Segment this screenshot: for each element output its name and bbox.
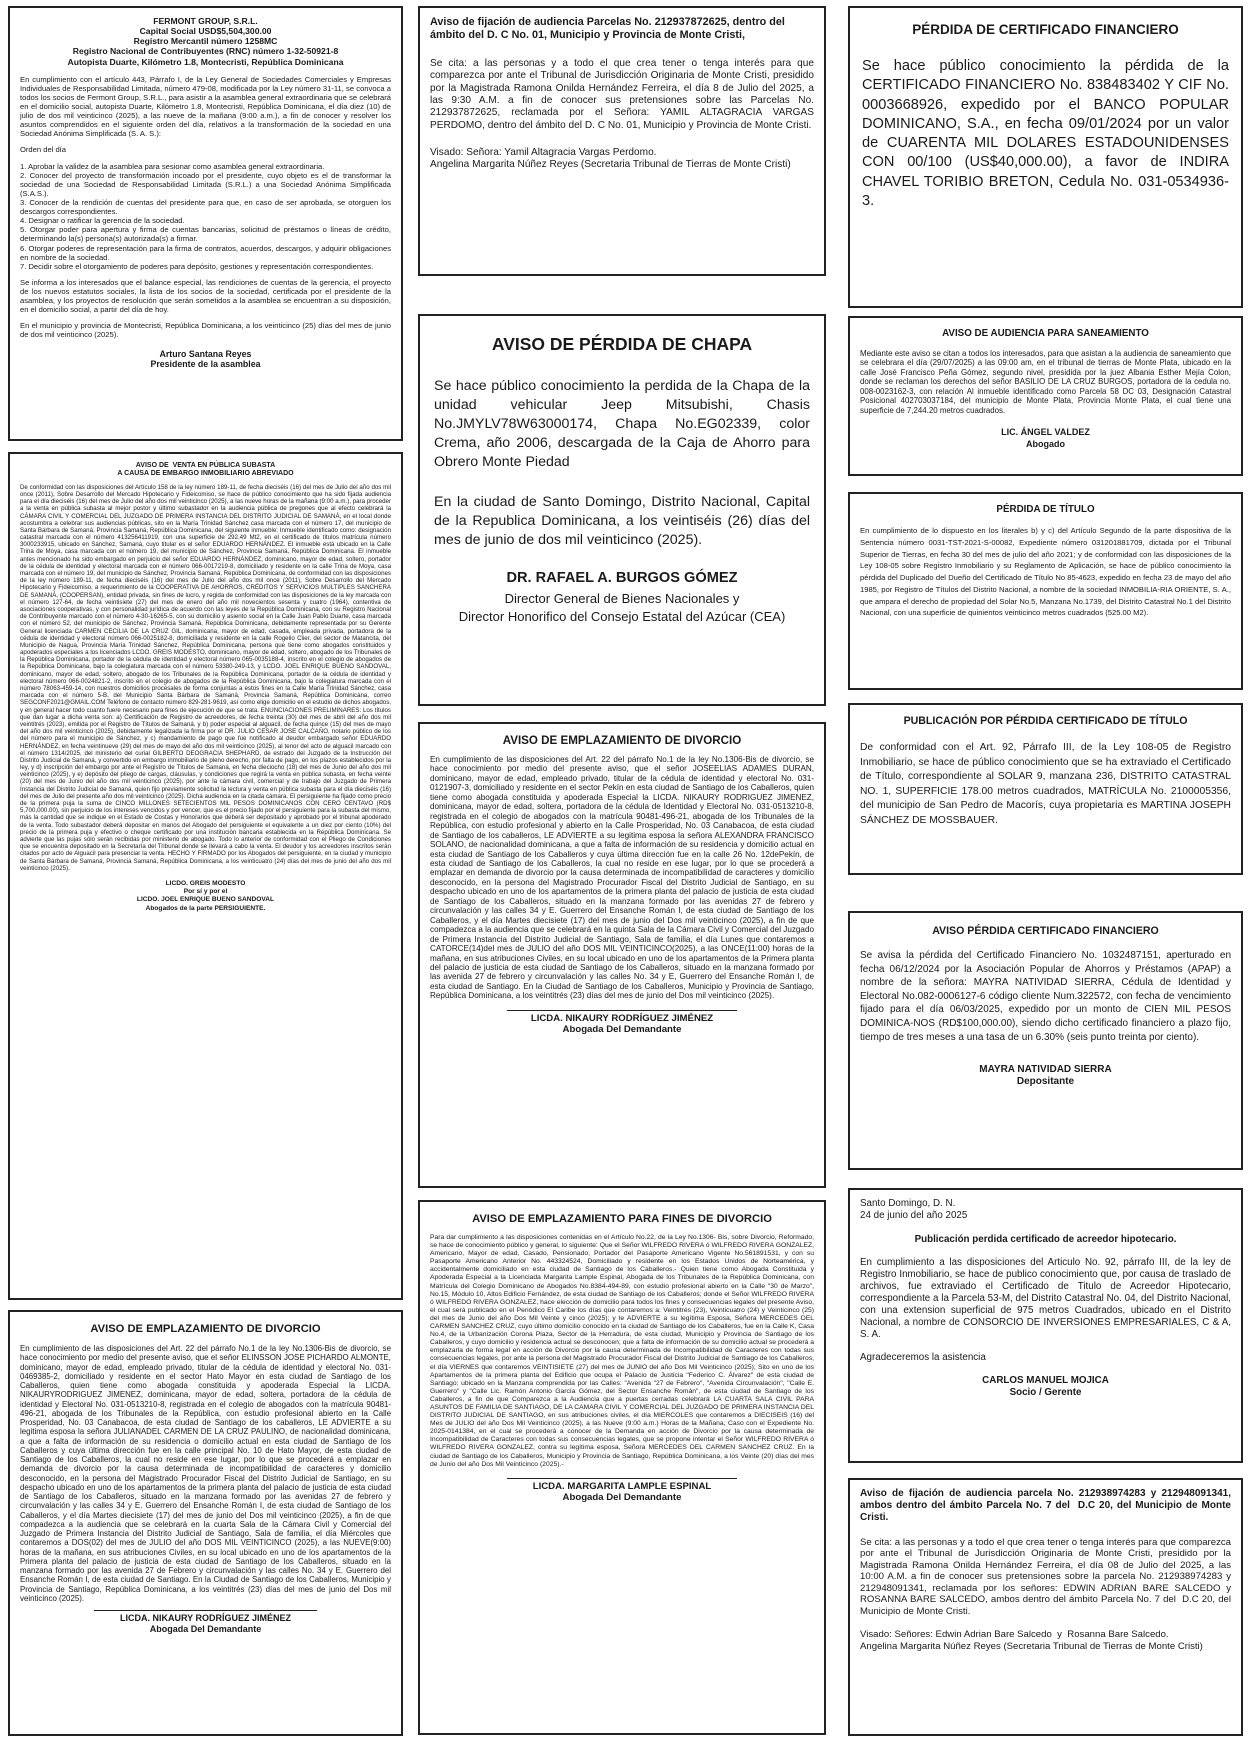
notice-title: Aviso de fijación de audiencia parcela No. 212938974283 y 212948091341, ambos dentro del ámbito Parcela No. 7 del D.C 20, del Municipio de Monte Cristi.	[860, 1488, 1234, 1524]
notice-signature: LICDA. NIKAURY RODRÍGUEZ JIMÉNEZ Abogada Del Demandante	[119, 1613, 291, 1634]
notice-title: PÉRDIDA DE TÍTULO	[996, 504, 1095, 515]
signature-line	[507, 1010, 737, 1011]
notice-title-loss	[848, 492, 1243, 690]
notice-body: De conformidad con las disposiciones del Artículo 158 de la ley número 189-11, de fecha dieciséis (16) del mes de Julio del año dos mil once (2011), Sobre Desarrollo del Mercado Hipotecario y Fideicomiso, se hace de público conocimiento que ha sido fijada audiencia para el día dieciséis (16) del mes de Julio del año dos mil veinticinco (2025), a las nueve horas de la mañana (9:00 a.m.), para proceder a la venta en pública subasta al mejor postor y último subastador en la audiencia pública de pregones que al efecto celebrará la CÁMARA CIVIL Y COMERCIAL DEL JUZGADO DE PRIMERA INSTANCIA DEL DISTRITO JUDICIAL DE SAMANÁ, en el local donde acostumbra a celebrar sus audiencias públicas, sito en la María Trinidad Sánchez casa marcada con el número 17, del municipio de Santa Bárbara de Samaná, Provincia Samaná, República Dominicana, del siguiente inmueble: Inmueble identificado como: designación catastral marcada con el número 413256411919, con una superficie de 292.49 Mt2, en el certificado de títulos matrícula número 3000233915, ubicado en Sánchez, Samaná, cuyo titular es el señor EDUARDO HERNÁNDEZ. El inmueble está ubicado en la Calle Trina de Moya, casa marcada con el número 19, del municipio de Sánchez, Provincia Samaná, República Dominicana. El inmueble antes mencionado ha sido embargado en perjuicio del señor EDUARDO HERNÁNDEZ, dominicano, mayor de edad, soltero, portador de la cédula de identidad y electoral marcada con el número 066-0017219-8, domiciliado y residente en la calle Trina de Moya, casa marcada con el número 19, del municipio de Sánchez, Provincia Samaná, República Dominicana, de conformidad con las disposiciones de la ley número 189-11, de fecha dieciséis (16) del mes de Julio del año dos mil once (2011), Sobre Desarrollo del Mercado Hipotecario y Fideicomiso, a requerimiento de la COOPERATIVA DE AHORROS, CRÉDITOS Y SERVICIOS MULTIPLES SANCHERA DE SAMANÁ, (COOPERSAN), entidad privada, sin fines de lucro, y regida de conformidad con las disposiciones de la ley marcada con el número 127-64, de fecha veintisiete (27) del mes de enero del año mil novecientos sesenta y cuatro (1964), contentiva de asociaciones cooperativas, y con personalidad jurídica de acuerdo con las leyes de la República Dominicana, con su Registro Nacional de Contribuyente marcado con el número 4-30-16265-5, con su domicilio y asiento social en la Calle Juan Pablo Duarte, casa marcada con el número 52, del municipio de Sánchez, Provincia Samaná, República Dominicana, debidamente representada por su Gerente General licenciada CARMEN CECILIA DE LA CRUZ GIL, dominicana, mayor de edad, casada, empleada privada, portadora de la cédula de identidad y electoral número 066-0025182-8, domiciliada y residente en la calle Rogelio Clier, del sector de Matancita, del Municipio de Nagua, Provincia María Trinidad Sánchez, República Dominicana, persona que tiene como abogados constituidos y apoderados especiales a los licenciados LCDO. GREIS MODESTO, dominicano, mayor de edad, soltero, abogado de los Tribunales de la República Dominicana, portador de la cédula de identidad y electoral número 065-0035188-4, inscrito en el colegio de abogados de la República Dominicana, bajo la colegiatura marcada con el número 53380-249-13, y LCDO. JOEL ENRIQUE BUENO SANDOVAL, dominicano, mayor de edad, soltero, abogado de los Tribunales de la República Dominicana, portador de la cédula de identidad y electoral número 066-0024821-2, inscrito en el colegio de abogados de la República Dominicana, bajo la colegiatura marcada con el número 78063-459-14, con nuestros domicilios procesales de forma conjuntas a estos fines en la Calle María Trinidad Sánchez, casa marcada con el número 5-B, del Municipio Santa Bárbara de Samaná, Provincia Samaná, República Dominicana, correo SEGCONF2021@GMAIL.COM Teléfono de contacto número 829-281-9619, así como elige domicilio en el estudio de dichos abogados, y en general hacer todo cuanto fuere necesario para fines de ejecución de que se trata. ENUNCIACIONES PRELIMINARES: Los títulos que dan lugar a dicha venta son: a) Certificación de Registro de acreedores, de fecha treinta (30) del mes de abril del año dos mil veintitrés (2023), emitida por el Registro de Títulos de Samaná, y b) poder especial al alguacil, de fecha quince (15) del mes de mayo del año dos mil veinticinco (2025), debidamente legalizada la firma por el DR. JULIO CESAR JOSE CALCAÑO, notario público de los del número para el municipio de Sánchez, y c) mandamiento de pago que fue notificado al deudor embargado señor EDUARDO HERNÁNDEZ, en fecha veintinueve (29) del mes de mayo del año dos mil veinticinco (2025), al tenor del acto de alguacil marcado con el número 1314/2025, del ministerio del curial GILBERTO DEOGRACIA SHEPHARD, de estrado del Juzgado de la Instrucción del Distrito Judicial de Samaná, y convertido en embargo inmobiliario de pleno derecho, por falta de pago, en los plazos establecidos por la ley, y d) inscripción del embargo por ante el Registro de Títulos de Samaná, en fecha dieciocho (18) del mes de Junio del año dos mil veinticinco (2025), y e) depósito del pliego de cargas, cláusulas, y condiciones que regirá la venta en pública subasta, en fecha veinte (20) del mes de Junio del año dos mil veinticinco (2025), por ante la cámara civil, comercial y de trabajo del Juzgado de Primera Instancia del Distrito Judicial de Samaná, quien fijo previamente solicitud la lectura y venta en pública subasta para el día dieciséis (16) del mes de Julio del presente año dos mil veinticinco (2025). Dicha audiencia en la citada cámara. El persiguiente ha fijado como precio de la primera puja la suma de CINCO MILLONES SETECIENTOS MIL PESOS DOMINICANOS CON CERO CENTAVO (RD$ 5,700,000.00), sin perjuicio de los intereses vencidos y por vencer, que es el precio fijado por el persiguiente para la subasta del mismo, más la cantidad que se indique en el Estado de Costas y Honorarios que deberá ser depositado y aprobado por el tribunal apoderado de la venta. Todo subastador deberá depositar en manos del Abogado del persiguiente el equivalente a un diez por ciento (10%) del precio de la primera puja y efectivo o cheque certificado por una institución bancaria establecida en la República Dominicana. Se advierte que las pujas sólo serán recibidas por ministerio de abogado. Todo lo anterior de conformidad con el Pliego de Condiciones que se encuentra depositado en la Secretaría del Tribunal donde se llevará a cabo la venta. El deudor y los acreedores inscritos serán citados por acto de Alguacil para presenciar la venta. HECHO Y FIRMADO por los Abogados del persiguiente, en la ciudad y municipio de Santa Bárbara de Samaná, Provincia Samaná, República Dominicana, a los veinticuatro (24) días del mes de junio del año dos mil veinticinco (2025).	[20, 483, 393, 872]
notice-public-auction	[8, 452, 403, 1300]
notice-title: AVISO DE PÉRDIDA DE CHAPA	[491, 334, 753, 354]
notice-body: En cumplimiento con el artículo 443, Párrafo I, de la Ley General de Sociedades Comerciales y Empresas Individuales de Responsabilidad Limitada, número 479-08, modificada por la Ley número 31-11, se convoca a todos los socios de Fermont Group, S.R.L., para asistir a la asamblea general extraordinaria que se celebrará en el domicilio social, autopista Duarte, Kilómetro 1.8, Montecristi, República Dominicana, el día diez (10) de julio de dos mil veinticinco (2025), a las nueve de la mañana (9:00 a.m.), a fin de conocer y resolver los asuntos comprendidos en el siguiente orden del día, relativos a la transformación de la sociedad en una Sociedad Anónima Simplificada (S. A. S.):	[20, 74, 394, 139]
notice-title: AVISO DE VENTA EN PÚBLICA SUBASTA A CAUSA DE EMBARGO INMOBILIARIO ABREVIADO	[117, 462, 294, 478]
notice-title: AVISO DE AUDIENCIA PARA SANEAMIENTO	[942, 328, 1149, 339]
notice-date: Santo Domingo, D. N. 24 de junio del año 2025	[860, 1198, 968, 1221]
notice-body: En cumplimiento de las disposiciones del Art. 22 del párrafo No.1 de la ley No.1306-Bis de divorcio, se hace conocimiento por medio del presente aviso, que el señor JOSEELIAS ADAMES DURAN, dominicano, mayor de edad, empleado privado, titular de la cédula de identidad y electoral No. 031-0121907-3, domiciliado y residente en el sector Pekín en esta ciudad de Santiago de los Caballeros, quien tiene como abogada constituida y apoderada Especial la LICDA. NIKAURY RODRIGUEZ JIMENEZ, dominicana, mayor de edad, soltera, portadora de la cédula de Identidad y Electoral No. 031-0513210-8, registrada en el colegio de abogados con la matrícula 90481-496-21, abogada de los Tribunales de la República, con estudio profesional y abierto en la Calle Prosperidad, No. 03 Canabacoa, de esta ciudad de Santiago de los caballeros, LE ADVIERTE a su legitima esposa la señora ALEXANDRA FRANCISCO SOLANO, de nacionalidad dominicana, a que a falta de información de su residencia y domicilio actual en esta ciudad de Santiago de los Caballeros y cuya última dirección fue en la calle 26 No. 12dePekín, de esta ciudad de Santiago de los Caballeros, la cual no reside en ese lugar, por lo que se procederá a emplazar en demanda de divorcio por la causa determinada de incompatibilidad de caracteres y domicilio desconocido, en la persona del Magistrado Procurador Fiscal del Distrito Judicial de Santiago, en su despacho ubicado en uno de los apartamentos de la primera planta del palacio de justicia de esta ciudad de Santiago de los Caballeros, situado en la manzana formado por las avenidas 27 de febrero y circunvalación y las calles 34 y E. Guerrero del Ensanche Román I, de esta ciudad de Santiago de los Caballeros, y el día Martes diecisiete (17) del mes de junio del Dos mil veinticinco (2025), a fin de que compadezca a la audiencia que se celebrará en la quinta Sala de la Cámara Civil y Comercial del Juzgado de Primera Instancia del Distrito Judicial de Santiago, Sala de familia, el día Lunes que contaremos a CATORCE(14)del mes de JULIO del año DOS MIL VEINTICINCO(2025), a las ONCE(11:00) horas de la mañana, en sus atribuciones Civiles, en su local ubicado en uno de los apartamentos de la Primera planta del palacio de justicia de esta ciudad de Santiago de los Caballeros, situado en la manzana formado por las avenida 27 de febrero y circunvalación y las calles No. 34 y E, Guerrero del Ensanche Román I, de esta ciudad de Santiago. En la Ciudad de Santiago de los Caballeros, Municipio y Provincia de Santiago, República Dominicana, a los veintitrés (23) días del mes de junio del Dos mil veinticinco (2025).	[430, 755, 817, 1001]
notice-body: En cumplimiento de las disposiciones del Art. 22 del párrafo No.1 de la ley No.1306-Bis de divorcio, se hace conocimiento por medio del presente aviso, que el señor ELINSSON JOSE PICHARDO ALMONTE, dominicano, mayor de edad, empleado privado, titular de la cédula de identidad y electoral No. 031-0469385-2, domiciliado y residente en el sector Hato Mayor en esta ciudad de Santiago de los Caballeros, quien tiene como abogada constituida y apoderada Especial la LICDA. NIKAURYRODRIGUEZ JIMENEZ, dominicana, mayor de edad, soltera, portadora de la cédula de identidad y Electoral No. 031-0513210-8, registrada en el colegio de abogados con la matrícula 90481-496-21, abogada de los Tribunales de la República, con estudio profesional abierto en la Calle Prosperidad, No. 03 Canabacoa, de esta ciudad de Santiago de los caballeros, LE ADVIERTE a su legitima esposa la señora JULIANADEL CARMEN DE LA CRUZ PAULINO, de nacionalidad dominicana, a que a falta de información de su residencia o domicilio actual en esta ciudad de Santiago de los Caballeros y cuya última dirección fue en la calle principal No. 10 de Hato Mayor, de esta ciudad de Santiago de los Caballeros, la cual no reside en ese lugar, por lo que se procederá a emplazar en demanda de divorcio por la causa determinada de incompatibilidad de caracteres y domicilio desconocido, en la persona del Magistrado Procurador Fiscal del Distrito Judicial de Santiago, en su despacho ubicado en uno de los apartamentos de la primera planta del palacio de justicia de esta ciudad de Santiago de los Caballeros, situado en la manzana formado por las avenidas 27 de febrero y circunvalación y las calles 34 y E. Guerrero del Ensanche Román I, de esta ciudad de Santiago de los Caballeros, y el día Martes diecisiete (17) del mes de junio del Dos mil veinticinco (2025), a fin de que compadezca a la audiencia que se celebrará en la cuarta Sala de la Cámara Civil y Comercial del Juzgado de Primera Instancia del Distrito Judicial de Santiago, Sala de familia, el día Miércoles que contaremos a DOS(02) del mes de JULIO del año DOS MIL VEINTICINCO (2025), a las NUEVE(9:00) horas de la mañana, en sus atribuciones Civiles, en su local ubicado en uno de los apartamentos de la Primera planta del palacio de justicia de esta ciudad de Santiago de los Caballeros, situado en la manzana formado por las avenida 27 de Febrero y circunvalación y las calles No. 34 y E. Guerrero del Ensanche Román I, de esta ciudad de Santiago. En la Ciudad de Santiago de los Caballeros, Municipio y Provincia de Santiago, República Dominicana, a los veintitrés (23) días del mes de junio del Dos mil veinticinco (2025).	[20, 1344, 394, 1603]
notice-title: AVISO DE EMPLAZAMIENTO DE DIVORCIO	[502, 734, 742, 747]
notice-divorce-2	[418, 722, 826, 1188]
notice-date: En el municipio y provincia de Montecristi, República Dominicana, a los veinticinco (25) días del mes de junio de dos mil veinticinco (2025).	[20, 321, 394, 340]
notice-subheading: Orden del día	[20, 145, 67, 155]
notice-title: FERMONT GROUP, S.R.L. Capital Social USD$5,504,300.00 Registro Mercantil número 1258MC Registro Nacional de Contribuyentes (RNC) número 1-32-50921-8 Autopista Duarte, Kilómetro 1.8, Montecristi, República Dominicana	[67, 16, 344, 67]
notice-signature: LIC. ÁNGEL VALDEZ Abogado	[1001, 427, 1090, 449]
notice-financial-certificate-loss	[848, 6, 1243, 308]
notice-apap-certificate-loss	[848, 911, 1243, 1170]
notice-signature: CARLOS MANUEL MOJICA Socio / Gerente	[982, 1375, 1109, 1399]
notice-mortgage-certificate-loss	[848, 1188, 1243, 1463]
notice-divorce-1	[8, 1310, 403, 1736]
notice-visa: Visado: Señora: Yamil Altagracia Vargas Perdomo. Angelina Margarita Núñez Reyes (Secretaria Tribunal de Tierras de Monte Cristi)	[430, 146, 791, 171]
notice-body: En cumplimiento a las disposiciones del Articulo No. 92, párrafo III, de la ley de Registro Inmobiliario, se hace de publico conocimiento que, por causa de traslado de archivos, fue extraviado el Certificado de Titulo de Acreedor Hipotecario, correspondiente a la Parcela 53-M, del Distrito Catastral No. 04, del Distrito Nacional, con una extension superficial de 975 metros Cuadrados, ubicado en el Distrito Nacional, a nombre de CONSORCIO DE INVERSIONES EMPRESARIALES, C & A, S. A.	[860, 1256, 1234, 1340]
notice-hearing-parcels	[418, 6, 826, 276]
notice-visa: Visado: Señores: Edwin Adrian Bare Salcedo y Rosanna Bare Salcedo. Angelina Margarita Núñez Reyes (Secretaria Tribunal de Tierras de Monte Cristi)	[860, 1629, 1203, 1652]
notice-signature: LICDA. MARGARITA LAMPLE ESPINAL Abogada Del Demandante	[532, 1480, 712, 1504]
notice-signature: DR. RAFAEL A. BURGOS GÓMEZ	[506, 570, 738, 587]
notice-closing: Agradeceremos la asistencia	[860, 1352, 986, 1364]
notice-sanitation-hearing	[848, 316, 1243, 476]
signature-line	[94, 1610, 317, 1611]
notice-signature: LICDO. GREIS MODESTO Por sí y por el LICDO. JOEL ENRIQUE BUENO SANDOVAL Abogados de la parte PERSIGUIENTE.	[136, 879, 275, 912]
notice-fermont-assembly	[8, 6, 403, 441]
notice-signer-title: Director General de Bienes Nacionales y Director Honorifico del Consejo Estatal del Azúcar (CEA)	[458, 591, 786, 624]
notice-body: Mediante este aviso se citan a todos los interesados, para que asistan a la audiencia de saneamiento que se celebrara el día (29/07/2025) a las 09:00 am, en el tribunal de tierras de Monte Plata, ubicado en la calle José Francisco Peña Gómez, segundo nivel, presidida por la juez Albania Esther Mejía Colon, donde se reclaman los derechos del señor BASILIO DE LA CRUZ BURGOS, portadora de la cedula no. 008-0023162-3, con relación Al inmueble identificado como Parcela 58 DC 03, Designación Catastral Posicional 402703037184, del municipio de Monte Plata, Provincia Monte Plata, el cual tiene una superficie de 7,244.20 metros cuadrados.	[860, 349, 1234, 415]
notice-title: Aviso de fijación de audiencia Parcelas No. 212937872625, dentro del ámbito del D. C No. 01, Municipio y Provincia de Monte Cristi,	[430, 16, 788, 42]
notice-signature: Arturo Santana Reyes Presidente de la asamblea	[150, 348, 261, 370]
notice-body: Para dar cumplimiento a las disposiciones contenidas en el Artículo No.22, de la Ley No.1306- Bis, sobre Divorcio, Reformado, se hace de conocimiento público y general, lo siguiente: Que el Señor WILFREDO RIVERA ó WILFREDO RIVERA GONZALEZ, Americano, Mayor de edad, Casado, Pensionado, Portador del Pasaporte Americano Vigente No.561891531, y con su Pasaporte Americano Anterior No. 443324524, Domiciliado y residente en los Estados Unidos de Norteamérica, y accidentalmente domiciliado en esta ciudad de Santiago de los Caballeros.- Quien tiene como Abogada Constituida y Apoderada Especial a la Licenciada Margarita Lample Espinal, Abogada de los Tribunales de la República Dominicana, con Matrícula del Colegio Dominicano de Abogados No.8384-494-89, con estudio profesional abierto en la Calle "30 de Marzo", No.15, Módulo 10, Altos Edificio Fernández, de esta ciudad de Santiago de los Caballeros; donde el Señor WILFREDO RIVERA ó WILFREDO RIVERA GONZALEZ, hace elección de domicilio para todos los fines y consecuencias legales del presente Aviso, el cual será publicado en el Periódico El Caribe los días que contaremos a: Veintitrés (23), Veinticuatro (24) y Veinticinco (25) del mes de Junio del año Dos Mil Veinte y cinco (2025); y le ADVIERTE a su legítima Esposa, Señora MERCEDES DEL CARMEN SANCHEZ CRUZ, cuyo último domicilio conocido en la ciudad de Santiago de los Caballeros, fue en la Calle K, Casa No.4, de la Urbanización Corona Plaza, Sector de la Herradura, de esta ciudad, Municipio y Provincia de Santiago de los Caballeros, y cuyo domicilio y residencia actual se desconocen; que a falta de información de su domicilio actual se procederá a emplazarla de forma legal en acción de Divorcio por la causa determinada de Incompatibilidad de Caracteres con todas sus consecuencias legales, por ante la persona del Magistrado Procurador Fiscal del Distrito Judicial de Santiago de los Caballeros, el día VIERNES que contaremos VEINTISIETE (27) del mes de JUNIO del año Dos Mil Veinticinco (2025); Sito en uno de los Apartamentos de la primera planta del Edificio que ocupa el Palacio de Justicia "Federico C. Álvarez" de esta ciudad de Santiago; ubicado en la Manzana comprendida por las Calles: "Avenida "27 de Febrero", "Avenida Circunvalación", "Calle E. Guerrero" y "Calle Lic. Ramón Antonio García Gómez, del Sector Ensanche Román", de esta ciudad de Santiago de los Caballeros, a fin de que Comparezca a la Audiencia que a puertas cerradas celebrará LA CUARTA SALA CIVIL PARA ASUNTOS DE FAMILIA DE SANTIAGO, DE LA CAMARA CIVIL Y COMERCIAL DEL JUZGADO DE PRIMERA INSTANCIA DEL DISTRITO JUDICIAL DE SANTIAGO, en sus atribuciones civiles, el día MIERCOLES que contaremos a DIECISEIS (16) del Mes de JULIO del año Dos Mil Veinticinco (2025), a las Nueve (9:00 a.m.) Horas de la Mañana, Caso con el Expediente No. 2025-0141384, en el cual se procederá a conocer de la Demanda en acción de Divorcio por la causa determinada de Incompatibilidad de Caracteres con todas sus consecuencias legales, que se propone intentar el Señor WILFREDO RIVERA ó WILFREDO RIVERA GONZALEZ, contra su legítima esposa, Señora MERCEDES DEL CARMEN SANCHEZ CRUZ. En la ciudad de Santiago de los Caballeros, Municipio y Provincia de Santiago, República Dominicana, a los Veinte (20) días del mes de Junio del año Dos Mil Veinticinco (2025).-	[430, 1234, 816, 1468]
notice-title: PÉRDIDA DE CERTIFICADO FINANCIERO	[912, 22, 1179, 37]
notice-title: AVISO PÉRDIDA CERTIFICADO FINANCIERO	[932, 925, 1159, 937]
notice-hearing-parcel-7	[848, 1478, 1243, 1736]
notice-title: AVISO DE EMPLAZAMIENTO PARA FINES DE DIVORCIO	[472, 1213, 772, 1225]
notice-title: AVISO DE EMPLAZAMIENTO DE DIVORCIO	[90, 1323, 321, 1335]
signature-line	[507, 1478, 737, 1479]
notice-title: PUBLICACIÓN POR PÉRDIDA CERTIFICADO DE TÍTULO	[903, 715, 1188, 727]
notice-body: Se cita: a las personas y a todo el que crea tener o tenga interés para que comparezca por ante el Tribunal de Jurisdicción Originaria de Monte Cristi, presidido por la Magistrada Ramona Onilda Hernández Ferreira, el día 8 de Julio del 2025, a las 9:30 A.M. a fin de conocer sus pretensiones sobre las Parcelas No. 212937872625, reclamada por el Señora: YAMIL ALTAGRACIA VARGAS PERDOMO, dentro del ámbito del D. C No. 01, Municipio y Provincia de Monte Cristi.	[430, 57, 817, 131]
notice-body: Se cita: a las personas y a todo el que crea tener o tenga interés para que comparezca por ante el Tribunal de Jurisdicción Originaria de Monte Cristi, presidido por la Magistrada Ramona Onilda Hernández Ferreira, el día 08 de Julio del 2025, a las 10:00 A.M. a fin de conocer sus pretensiones sobre la parcela No. 212938974283 y 212948091341, reclamada por los señores: EDWIN ADRIAN BARE SALCEDO y ROSANNA BARE SALCEDO, ambos dentro del ámbito Parcela No. 7 del D.C 20, del Municipio de Monte Cristi.	[860, 1536, 1234, 1617]
notice-body: Se hace público conocimiento la pérdida de la CERTIFICADO FINANCIERO No. 838483402 Y CIF No. 0003668926, expedido por el BANCO POPULAR DOMINICANO, S.A., en fecha 09/01/2024 por un valor de CUARENTA MIL DOLARES ESTADOUNIDENSES CON 00/100 (US$40,000.00), a favor de INDIRA CHAVEL TORIBIO BRETON, Cedula No. 031-0534936-3.	[862, 58, 1234, 209]
notice-body: En cumplimiento de lo dispuesto en los literales b) y c) del Artículo Segundo de la parte dispositiva de la Sentencia número 0031-TST-2021-S-00082, Expediente número 031201881709, dictada por el Tribunal Superior de Tierras, en fecha 30 del mes de julio del año 2021; y de conformidad con las disposiciones de la Ley 108-05 sobre Registro Inmobiliario y su Reglamento de Aplicación, se hace de público conocimiento la pérdida del Duplicado del Dueño del Certificado de Título No 85-4623, expedido en fecha 23 de mayo del año 1985, por Registro de Títulos del Distrito Nacional, a nombre de la sociedad INMOBILIA-RIA ORIENTE, S. A., que ampara el derecho de propiedad del Solar No.5, Manzana No.1739, del Distrito Catastral No.1 del Distrito Nacional, con una superficie de quinientos veinticinco metros cuadrados (525.00 M2).	[860, 526, 1234, 618]
notice-title-certificate-publication	[848, 703, 1243, 875]
notice-body: Se informa a los interesados que el balance especial, las rendiciones de cuentas de la gerencia, el proyecto de los nuevos estatutos sociales, la lista de los socios de la sociedad, certificada por el presidente de la asamblea, y los proyectos de resolución que serán sometidos a la asamblea se encuentran a su disposición, en el domicilio social, a partir del día de hoy.	[20, 277, 394, 315]
notice-title: Publicación perdida certificado de acreedor hipotecario.	[914, 1233, 1177, 1245]
notice-signature: MAYRA NATIVIDAD SIERRA Depositante	[979, 1064, 1112, 1088]
notice-date: En la ciudad de Santo Domingo, Distrito Nacional, Capital de la Republica Dominicana, a los veintiséis (26) días del mes de junio de dos mil veinticinco (2025).	[434, 494, 814, 549]
notice-body: Se hace público conocimiento la perdida de la Chapa de la unidad vehicular Jeep Mitsubishi, Chasis No.JMYLV78W63000174, Chapa No.EG02339, color Crema, año 2006, descargada de la Caja de Ahorro para Obrero Monte Piedad	[434, 378, 814, 471]
notice-divorce-3	[418, 1200, 826, 1735]
notice-body: De conformidad con el Art. 92, Párrafo III, de la Ley 108-05 de Registro Inmobiliario, se hace de público conocimiento que se ha extraviado el Certificado de Título, correspondiente al SOLAR 9, manzana 236, DISTRITO CATASTRAL NO. 1, SUPERFICIE 178.00 metros cuadrados, MATRÍCULA No. 2100005356, del municipio de San Pedro de Macorís, cuya propietaria es MARTINA JOSEPH SÁNCHEZ DE MOSSBAUER.	[860, 742, 1234, 827]
notice-body: Se avisa la pérdida del Certificado Financiero No. 1032487151, aperturado en fecha 06/12/2024 por la Asociación Popular de Ahorros y Préstamos (APAP) a nombre de la señora: MAYRA NATIVIDAD SIERRA, Cédula de Identidad y Electoral No.082-0006127-6 código cliente Num.322572, con fecha de vencimiento fijado para el día 06/03/2025, expedido por un monto de CIEN MIL PESOS DOMINICA-NOS (RD$100,000.00), siendo dicho certificado financiero a plazo fijo, tiempo de tres meses a una tasa de un 6.30% (seis punto treinta por ciento).	[860, 950, 1234, 1043]
notice-signature: LICDA. NIKAURY RODRÍGUEZ JIMÉNEZ Abogada Del Demandante	[530, 1012, 714, 1036]
notice-plate-loss	[418, 314, 826, 706]
notice-list: 1. Aprobar la validez de la asamblea para sesionar como asamblea general extraordinaria. 2. Conocer del proyecto de transformación incoado por el presidente, cuyo objeto es el de transformar la sociedad de una Sociedad de Responsabilidad Limitada (S.R.L.) a una Sociedad Anónima Simplificada (S.A.S.). 3. Conocer de la rendición de cuentas del presidente para que, en caso de ser aprobada, se otorguen los descargos correspondientes. 4. Designar o ratificar la gerencia de la sociedad. 5. Otorgar poder para apertura y firma de cuentas bancarias, solicitud de préstamos o líneas de crédito, determinando la(s) persona(s) autorizada(s) a firmar. 6. Otorgar poderes de representación para la firma de contratos, acuerdos, descargos, y adquirir obligaciones en nombre de la sociedad. 7. Decidir sobre el otorgamiento de poderes para depósito, gestiones y representación correspondientes.	[20, 161, 391, 271]
